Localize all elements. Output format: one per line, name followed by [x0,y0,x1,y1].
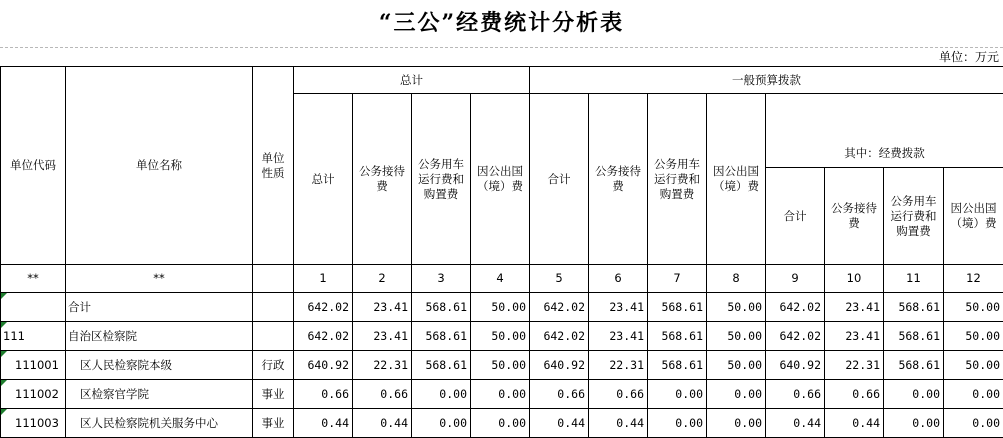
value-cell: 642.02 [766,293,825,322]
expense-table [0,66,1003,438]
value-cell: 0.00 [944,380,1003,409]
unit-name-cell: 区检察官学院 [66,380,253,409]
header-unit-type: 单位性质 [253,67,294,265]
header-budget-group: 一般预算拨款 [530,67,1003,94]
value-cell: 0.00 [471,409,530,438]
table-row [1,409,1003,438]
value-cell: 23.41 [589,322,648,351]
value-cell: 50.00 [471,322,530,351]
value-cell: 642.02 [294,322,353,351]
index-cell: 9 [766,265,825,293]
header-total-abroad: 因公出国（境）费 [471,94,530,265]
value-cell: 0.00 [707,380,766,409]
value-cell: 0.00 [648,380,707,409]
header-total-reception: 公务接待费 [353,94,412,265]
value-cell: 568.61 [648,322,707,351]
value-cell: 568.61 [884,322,944,351]
value-cell: 0.44 [825,409,884,438]
value-cell: 0.66 [766,380,825,409]
value-cell: 642.02 [294,293,353,322]
cell-flag-icon [1,322,7,328]
index-cell: 2 [353,265,412,293]
value-cell: 0.66 [589,380,648,409]
unit-name-cell: 区人民检察院机关服务中心 [66,409,253,438]
page-title: “三公”经费统计分析表 [378,10,625,36]
value-cell: 568.61 [412,322,471,351]
cell-flag-icon [1,351,7,357]
value-cell: 50.00 [471,293,530,322]
header-funds-sum: 合计 [766,168,825,265]
value-cell: 0.44 [766,409,825,438]
header-total-group: 总计 [294,67,530,94]
value-cell: 568.61 [884,351,944,380]
index-cell: ** [1,265,66,293]
table-row [1,322,1003,351]
unit-code-cell: 111002 [1,380,66,409]
value-cell: 50.00 [471,351,530,380]
index-cell: 1 [294,265,353,293]
value-cell: 50.00 [944,293,1003,322]
value-cell: 568.61 [412,293,471,322]
value-cell: 568.61 [648,351,707,380]
unit-name-cell: 合计 [66,293,253,322]
header-budget-vehicle: 公务用车运行费和购置费 [648,94,707,265]
value-cell: 642.02 [530,293,589,322]
index-cell: 5 [530,265,589,293]
unit-code-cell [1,293,66,322]
unit-type-cell [253,322,294,351]
value-cell: 0.66 [530,380,589,409]
header-unit-code: 单位代码 [1,67,66,265]
header-budget-sum: 合计 [530,94,589,265]
value-cell: 0.44 [353,409,412,438]
index-cell: 8 [707,265,766,293]
header-funds-group: 其中：经费拨款 [766,141,1003,168]
value-cell: 50.00 [707,293,766,322]
table-row [1,293,1003,322]
value-cell: 568.61 [884,293,944,322]
value-cell: 0.00 [944,409,1003,438]
header-unit-name: 单位名称 [66,67,253,265]
value-cell: 23.41 [825,293,884,322]
table-row [1,351,1003,380]
unit-type-cell: 事业 [253,380,294,409]
header-row-1 [1,67,1003,94]
index-cell: ** [66,265,253,293]
unit-type-cell: 事业 [253,409,294,438]
index-cell: 7 [648,265,707,293]
unit-type-cell: 行政 [253,351,294,380]
value-cell: 0.66 [825,380,884,409]
header-total-sum: 总计 [294,94,353,265]
value-cell: 568.61 [412,351,471,380]
title-divider [0,47,1003,48]
unit-type-cell [253,293,294,322]
value-cell: 640.92 [294,351,353,380]
value-cell: 23.41 [353,322,412,351]
value-cell: 23.41 [825,322,884,351]
unit-label: 单位：万元 [938,50,999,64]
unit-name-cell: 自治区检察院 [66,322,253,351]
index-cell: 12 [944,265,1003,293]
header-funds-reception: 公务接待费 [825,168,884,265]
header-funds-vehicle: 公务用车运行费和购置费 [884,168,944,265]
unit-code-cell: 111 [1,322,66,351]
header-budget-abroad: 因公出国（境）费 [707,94,766,265]
value-cell: 568.61 [648,293,707,322]
header-total-vehicle: 公务用车运行费和购置费 [412,94,471,265]
value-cell: 0.44 [294,409,353,438]
value-cell: 50.00 [707,351,766,380]
index-cell: 3 [412,265,471,293]
cell-flag-icon [1,409,7,415]
value-cell: 0.00 [412,380,471,409]
value-cell: 22.31 [825,351,884,380]
value-cell: 0.00 [471,380,530,409]
value-cell: 23.41 [589,293,648,322]
cell-flag-icon [1,380,7,386]
unit-name-cell: 区人民检察院本级 [66,351,253,380]
value-cell: 642.02 [766,322,825,351]
value-cell: 640.92 [766,351,825,380]
index-cell: 10 [825,265,884,293]
value-cell: 0.00 [707,409,766,438]
value-cell: 0.44 [530,409,589,438]
index-cell: 6 [589,265,648,293]
value-cell: 50.00 [944,351,1003,380]
unit-code-cell: 111003 [1,409,66,438]
value-cell: 0.44 [589,409,648,438]
table-row [1,380,1003,409]
header-budget-reception: 公务接待费 [589,94,648,265]
value-cell: 23.41 [353,293,412,322]
value-cell: 0.00 [412,409,471,438]
value-cell: 0.00 [884,380,944,409]
index-cell: 4 [471,265,530,293]
value-cell: 50.00 [944,322,1003,351]
index-cell [253,265,294,293]
value-cell: 0.00 [884,409,944,438]
value-cell: 22.31 [353,351,412,380]
unit-code-cell: 111001 [1,351,66,380]
value-cell: 0.00 [648,409,707,438]
header-funds-abroad: 因公出国（境）费 [944,168,1003,265]
index-row [1,265,1003,293]
value-cell: 22.31 [589,351,648,380]
index-cell: 11 [884,265,944,293]
value-cell: 640.92 [530,351,589,380]
value-cell: 50.00 [707,322,766,351]
value-cell: 0.66 [294,380,353,409]
value-cell: 642.02 [530,322,589,351]
cell-flag-icon [1,293,7,299]
value-cell: 0.66 [353,380,412,409]
